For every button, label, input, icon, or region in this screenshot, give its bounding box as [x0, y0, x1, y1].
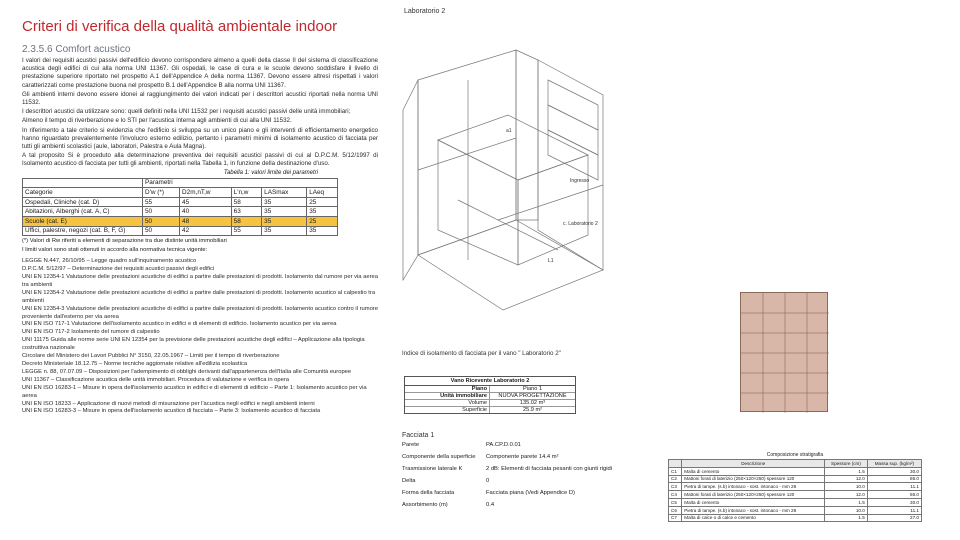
table-cell: C4 [669, 491, 682, 499]
facade-details [402, 432, 654, 514]
table-header: L'n,w [231, 188, 261, 198]
reference-item: LEGGE n. 88, 07.07.09 – Disposizioni per l'adempimento di obblighi derivanti dall'appartenenza dell'Italia alle Comunità europee [22, 368, 352, 375]
table-cell: 30.0 [867, 498, 921, 506]
reference-item: Decreto Ministeriale 18.12.75 – Norme tecniche aggiornate relative all'edilizia scolastica [22, 360, 248, 367]
table-cell: 35 [262, 197, 307, 207]
table-cell: 25 [307, 217, 338, 227]
table-row [23, 197, 338, 207]
params-table [22, 178, 338, 237]
reference-item: D.P.C.M. 5/12/97 – Determinazione dei requisiti acustici passivi degli edifici [22, 266, 215, 273]
table-cell: Mattoni forati di laterizio (250×120×250) spessore 120 [682, 475, 825, 483]
table-row [669, 483, 922, 491]
table-cell: 42 [180, 226, 232, 236]
table-header: D'w (*) [143, 188, 180, 198]
table-cell: 58 [231, 197, 261, 207]
facade-value: 0.4 [486, 502, 495, 508]
table-cell: 10.0 [825, 483, 868, 491]
facade-value: 0 [486, 478, 490, 484]
table-cell: 35 [262, 207, 307, 217]
composition-grid [668, 459, 922, 522]
table-value: 25.9 m² [523, 407, 542, 413]
table-cell: 1.5 [825, 498, 868, 506]
table-cell: 63 [231, 207, 261, 217]
table-header: Massa sup. (kg/m²) [867, 460, 921, 468]
facade-row [402, 466, 654, 473]
table-cell: 55 [231, 226, 261, 236]
table-header-row [669, 460, 922, 468]
section2-heading: Indice di isolamento di facciata per il vano " Laboratorio 2" [402, 350, 561, 357]
table-cell: 12.0 [825, 475, 868, 483]
table-cell: 1.5 [825, 467, 868, 475]
table-cell: 86.0 [867, 491, 921, 499]
table-row [23, 226, 338, 236]
table-cell: C5 [669, 498, 682, 506]
table-cell: 10.0 [825, 506, 868, 514]
table-row [669, 467, 922, 475]
room-front [438, 140, 518, 265]
table-caption: Tabella 1: valori limite dei parametri [223, 169, 318, 176]
table-cell: Malta di calce o di calce e cemento [682, 514, 825, 522]
table-cell: 86.0 [867, 475, 921, 483]
facade-row [402, 502, 654, 509]
facade-pattern-svg [741, 293, 829, 413]
table-note: (*) Valori di Rw riferiti a elementi di separazione tra due distinte unità immobiliari [22, 238, 227, 245]
facade-key: Parete [402, 442, 420, 448]
table-cell: Pietra di tampe. (s.b) intonaco - sost. intonaco - mm 28 [682, 506, 825, 514]
table-cell: 11.1 [867, 483, 921, 491]
facade-key: Delta [402, 478, 416, 484]
table-value: Piano 1 [523, 386, 542, 392]
table-cell: Uffici, palestre, negozi (cat. B, F, G) [23, 226, 143, 236]
facade-key: Componente della superficie [402, 454, 476, 460]
table-row [669, 506, 922, 514]
table-cell: C1 [669, 467, 682, 475]
reference-item: LEGGE N.447, 26/10/95 – Legge quadro sull'inquinamento acustico [22, 258, 197, 265]
facade-row [402, 478, 654, 485]
table-row [669, 498, 922, 506]
table-row [405, 386, 575, 393]
left-column [22, 44, 378, 540]
reference-list [22, 258, 378, 416]
table-cell: 35 [307, 226, 338, 236]
reference-item: UNI EN 12354-2 Valutazione delle prestazioni acustiche di edifici a partire dalle prestazioni di prodotti. Isolamento acustico al calpestio tra ambienti [22, 289, 376, 304]
table-cell: 50 [143, 217, 180, 227]
facade-row [402, 442, 654, 449]
receiving-room-title: Vano Ricevente Laboratorio 2 [405, 377, 575, 386]
table-header: LASmax [262, 188, 307, 198]
table-row [669, 491, 922, 499]
table-row-highlighted [23, 217, 338, 227]
facade-key: Forma della facciata [402, 490, 455, 496]
paragraph: A tal proposito Si è proceduto alla determinazione preventiva dei requisiti acustici passivi di cui al D.P.C.M. 5/12/1997 di Isolamento acustico di facciata per tutti gli ambienti, riportati nella Tabella 1, in funzione della destinazione d'uso. [22, 152, 378, 168]
table-note-2: I limiti valori sono stati ottenuti in accordo alla normativa tecnica vigente: [22, 247, 208, 254]
facade-value: Facciata piana (Vedi Appendice D) [486, 490, 575, 496]
facade-value: PA.CP.D.0.01 [486, 442, 521, 448]
table-row [405, 393, 575, 400]
table-cell: Mattoni forati di laterizio (250×120×250) spessore 120 [682, 491, 825, 499]
table-cell: Ospedali, Cliniche (cat. D) [23, 197, 143, 207]
guide-line [498, 185, 603, 220]
table-cell: 48 [180, 217, 232, 227]
isometric-room-drawing [398, 20, 610, 332]
drawing-label: Ingresso [570, 178, 590, 184]
table-row [669, 475, 922, 483]
receiving-room-table [404, 376, 576, 414]
facade-row [402, 490, 654, 497]
facade-value: Componente parete 14.4 m² [486, 454, 559, 460]
table-cell: 27.0 [867, 514, 921, 522]
reference-item: UNI 11175 Guida alle norme serie UNI EN 12354 per la previsione delle prestazioni acustiche degli edifici – Applicazione alla tipologia costruttiva nazionale [22, 337, 365, 352]
table-cell: 50 [143, 226, 180, 236]
table-cell: Scuole (cat. E) [23, 217, 143, 227]
table-cell: 35 [307, 207, 338, 217]
composition-title: Composizione stratigrafia [766, 452, 824, 458]
reference-item: UNI EN ISO 717-1 Valutazione dell'isolamento acustico in edifici e di elementi di edificio. Isolamento acustico per via aerea [22, 321, 337, 328]
drawing-label: c. Laboratorio 2 [563, 221, 598, 227]
paragraph: I valori dei requisiti acustici passivi dell'edificio devono corrispondere almeno a quelli della classe II del sistema di classificazione acustica degli edifici di cui alla norma UNI 11367. Gli ospedali, le case di cura e le scuole devono soddisfare il livello di prestazione superiore riportato nel prospetto A.1 dell'Appendice A della norma 11367. Devono essere altresì rispettati i valori caratterizzati come prestazione buona nel prospetto B.1 dell'Appendice B alla norma UNI 11367. [22, 57, 378, 89]
table-cell: 35 [262, 217, 307, 227]
table-cell: 35 [262, 226, 307, 236]
table-header: D2m,nT,w [180, 188, 232, 198]
back-wall [418, 50, 516, 255]
table-cell: 55 [143, 197, 180, 207]
facade-key: Assorbimento (m) [402, 502, 448, 508]
reference-item: UNI EN ISO 16283-1 – Misure in opera dell'isolamento acustico in edifici e di elementi di edificio – Parte 1: Isolamento acustico per via aerea [22, 384, 367, 399]
shelf [548, 80, 598, 130]
table-value: NUOVA PROGETTAZIONE [498, 393, 567, 399]
table-cell: 12.0 [825, 491, 868, 499]
table-cell: 30.0 [867, 467, 921, 475]
paragraph: Almeno il tempo di riverberazione e lo STI per l'acustica interna agli ambienti di cui alla UNI 11532. [22, 117, 292, 125]
table-key: Piano [405, 386, 490, 392]
table-cell: 58 [231, 217, 261, 227]
table-header-top: Parametri [143, 178, 338, 188]
table-header: LAeq [307, 188, 338, 198]
table-cell: Malta di cemento [682, 498, 825, 506]
partition-wall [516, 50, 538, 220]
facade-pattern [740, 292, 828, 412]
drawing-label: L1 [548, 258, 554, 264]
table-header-empty [23, 178, 143, 188]
table-cell: C6 [669, 506, 682, 514]
drawing-label: a1 [506, 128, 512, 134]
guide-line [418, 138, 516, 170]
table-cell: 45 [180, 197, 232, 207]
table-cell: 1.5 [825, 514, 868, 522]
paragraph: In riferimento a tale criterio si evidenzia che l'edificio si sviluppa su un unico piano e gli interventi di efficientamento energetico hanno riguardato prevalentemente l'involucro esterno edilizio, pertanto i parametri minimi di isolamento acustico di facciata per tutti gli ambienti scolastici (aule, laboratori, Palestra e Aula Magna). [22, 126, 378, 151]
paragraph: Gli ambienti interni devono essere idonei al raggiungimento dei valori indicati per i descrittori acustici riportati nella norma UNI 11532. [22, 90, 378, 107]
table-header: Spessore (cm) [825, 460, 868, 468]
table-row [405, 400, 575, 407]
facade-title: Facciata 1 [402, 432, 435, 439]
slide-title: Criteri di verifica della qualità ambientale indoor [22, 18, 338, 35]
table-row [23, 207, 338, 217]
table-cell: Abitazioni, Alberghi (cat. A, C) [23, 207, 143, 217]
table-key: Volume [405, 400, 490, 406]
reference-item: UNI EN 12354-1 Valutazione delle prestazioni acustiche di edifici a partire dalle prestazioni di prodotti. Isolamento dal rumore per via aerea tra ambienti [22, 274, 378, 288]
table-key: Unità immobiliare [405, 393, 490, 399]
table-header [669, 460, 682, 468]
table-cell: 50 [143, 207, 180, 217]
paragraph: I descrittori acustici da utilizzare sono: quelli definiti nella UNI 11532 per i requisiti acustici passivi delle unità immobiliari; [22, 108, 351, 116]
table-cell: 25 [307, 197, 338, 207]
guide-line [458, 200, 558, 250]
table-cell: Malta di cemento [682, 467, 825, 475]
table-row [669, 514, 922, 522]
side-wall [403, 80, 418, 280]
table-cell: 40 [180, 207, 232, 217]
section-heading: 2.3.5.6 Comfort acustico [22, 44, 131, 55]
table-cell: 11.1 [867, 506, 921, 514]
reference-item: Circolare del Ministero dei Lavori Pubblici N° 3150, 22.05.1967 – Limiti per il tempo di riverberazione [22, 353, 280, 360]
reference-item: UNI 11367 – Classificazione acustica delle unità immobiliari. Procedura di valutazione e verifica in opera [22, 376, 290, 383]
facade-value: 2 dB: Elementi di facciata pesanti con giunti rigidi [486, 466, 612, 472]
table-cell: Pietra di tampe. (s.b) intonaco - sost. intonaco - mm 28 [682, 483, 825, 491]
table-cell: C3 [669, 483, 682, 491]
drawing-title: Laboratorio 2 [404, 8, 446, 15]
table-header: Categorie [23, 188, 143, 198]
composition-table [668, 452, 922, 522]
reference-item: UNI EN ISO 717-2 Isolamento del rumore di calpestio [22, 329, 160, 336]
facade-row [402, 454, 654, 461]
table-key: Superficie [405, 407, 490, 413]
shelf [548, 130, 598, 180]
reference-item: UNI EN ISO 16283-3 – Misure in opera dell'isolamento acustico di facciata – Parte 3: Isolamento acustico di facciata [22, 408, 321, 415]
table-value: 135.02 m³ [519, 400, 546, 406]
table-cell: C7 [669, 514, 682, 522]
reference-item: UNI EN ISO 18233 – Applicazione di nuovi metodi di misurazione per l'acustica negli edifici e negli ambienti interni [22, 400, 315, 407]
room-top [438, 115, 588, 180]
facade-key: Trasmissione laterale K [402, 466, 463, 472]
reference-item: UNI EN 12354-3 Valutazione delle prestazioni acustiche di edifici a partire dalle prestazioni di prodotti. Isolamento acustico contro il rumore proveniente dall'esterno per via aerea [22, 305, 378, 320]
table-cell: C2 [669, 475, 682, 483]
table-header: Descrizione [682, 460, 825, 468]
table-row [405, 407, 575, 413]
